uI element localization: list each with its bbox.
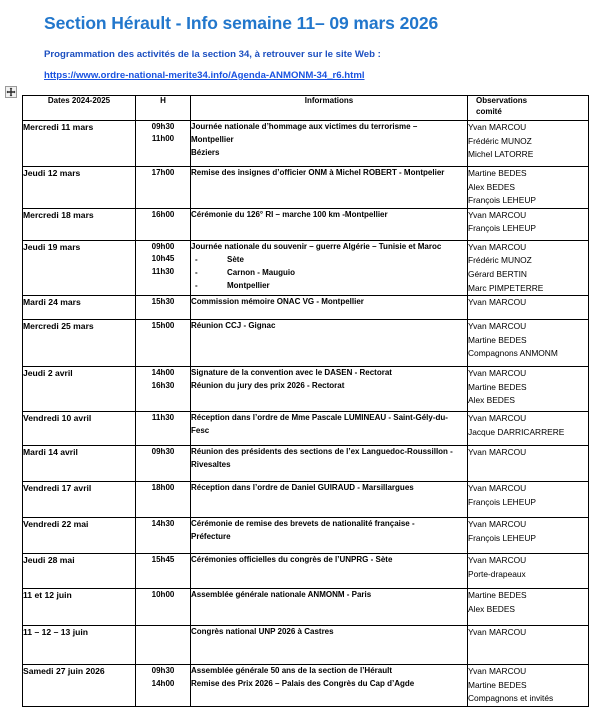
hour-line: 11h30 (151, 266, 175, 276)
cell-observations (468, 665, 589, 707)
cell-informations (191, 320, 468, 367)
cell-observations (468, 167, 589, 209)
observation-line: Compagnons et invités (468, 693, 554, 704)
cell-observations (468, 482, 589, 518)
cell-informations (191, 296, 468, 320)
observation-line: Frédéric MUNOZ (468, 135, 532, 146)
table-move-handle-icon[interactable] (5, 86, 17, 98)
hour-line: 14h00 (151, 368, 175, 378)
observation-line: Frédéric MUNOZ (468, 255, 532, 266)
table-row (23, 626, 589, 665)
cell-informations (191, 518, 468, 554)
hour-line: 09h30 (151, 666, 175, 676)
bullet-dash-icon: - (195, 254, 198, 264)
info-line: Assemblée générale 50 ans de la section de l’Hérault (191, 666, 392, 676)
cell-observations (468, 589, 589, 626)
observation-line: Yvan MARCOU (468, 666, 527, 677)
cell-date: Samedi 27 juin 2026 (23, 665, 136, 707)
info-bullet-line (191, 267, 467, 280)
observation-line: Martine BEDES (468, 168, 527, 178)
cell-date: Jeudi 12 mars (23, 167, 136, 209)
cell-hour (136, 367, 191, 412)
column-header-h: H (136, 96, 191, 121)
observation-line: Yvan MARCOU (468, 483, 527, 494)
cell-hour (136, 446, 191, 482)
cell-hour (136, 296, 191, 320)
hour-line: 11h30 (151, 413, 175, 423)
hour-line: 15h30 (151, 297, 175, 307)
cell-hour (136, 121, 191, 167)
column-header-observations-line2: comité (476, 106, 502, 116)
observation-line: Yvan MARCOU (468, 368, 527, 379)
cell-date: 11 et 12 juin (23, 589, 136, 626)
page-subtitle: Programmation des activités de la section 34, à retrouver sur le site Web : (44, 49, 381, 60)
page-title: Section Hérault - Info semaine 11– 09 mars 2026 (44, 13, 439, 33)
observation-line: Martine BEDES (468, 679, 527, 690)
cell-date: Mercredi 18 mars (23, 208, 136, 240)
bullet-dash-icon: - (195, 267, 198, 277)
cell-hour (136, 589, 191, 626)
cell-informations (191, 240, 468, 295)
observation-line: Alex BEDES (468, 181, 516, 192)
cell-informations (191, 121, 468, 167)
cell-date: Jeudi 28 mai (23, 554, 136, 589)
table-row (23, 167, 589, 209)
table-row (23, 518, 589, 554)
cell-hour (136, 208, 191, 240)
column-header-observations (468, 96, 589, 121)
cell-informations (191, 482, 468, 518)
cell-observations (468, 240, 589, 295)
info-line: Journée nationale du souvenir – guerre Algérie – Tunisie et Maroc (191, 241, 442, 251)
info-line: Réunion CCJ - Gignac (191, 321, 276, 331)
cell-hour (136, 320, 191, 367)
observation-line: François LEHEUP (468, 496, 536, 507)
hour-line: 09h30 (151, 122, 175, 131)
cell-date: Mardi 14 avril (23, 446, 136, 482)
table-header (23, 96, 589, 121)
observation-line: Alex BEDES (468, 603, 516, 614)
observation-line: Porte-drapeaux (468, 568, 526, 579)
info-line: Cérémonie du 126° RI – marche 100 km -Montpellier (191, 209, 388, 219)
hour-line: 10h45 (151, 254, 175, 264)
agenda-table-wrapper (22, 95, 588, 707)
hour-line: 10h00 (151, 590, 175, 600)
column-header-dates: Dates 2024-2025 (23, 96, 136, 121)
observation-line: Martine BEDES (468, 381, 527, 392)
table-row (23, 554, 589, 589)
hour-line: 09h30 (151, 447, 175, 457)
table-header-row (23, 96, 589, 121)
table-row (23, 121, 589, 167)
cell-hour (136, 412, 191, 446)
info-line: Congrès national UNP 2026 à Castres (191, 627, 334, 637)
cell-date: Mercredi 25 mars (23, 320, 136, 367)
column-header-observations-line1: Observations (476, 96, 528, 105)
cell-hour (136, 626, 191, 665)
cell-informations (191, 446, 468, 482)
info-line: Préfecture (191, 532, 231, 542)
observation-line: Jacque DARRICARRERE (468, 426, 565, 437)
hour-line: 15h45 (151, 555, 175, 565)
cell-date: Jeudi 2 avril (23, 367, 136, 412)
info-line: Réception dans l’ordre de Mme Pascale LUMINEAU - Saint-Gély-du- (191, 413, 448, 423)
hour-line: 18h00 (151, 483, 175, 493)
observation-line: François LEHEUP (468, 195, 536, 206)
agenda-table (22, 95, 589, 707)
cell-observations (468, 626, 589, 665)
cell-date: Mardi 24 mars (23, 296, 136, 320)
table-body (23, 121, 589, 707)
observation-line: Marc PIMPETERRE (468, 282, 544, 293)
cell-hour (136, 518, 191, 554)
cell-informations (191, 589, 468, 626)
observation-line: Michel LATORRE (468, 149, 534, 160)
cell-date: Vendredi 22 mai (23, 518, 136, 554)
observation-line: Yvan MARCOU (468, 122, 527, 132)
observation-line: Yvan MARCOU (468, 297, 527, 308)
cell-observations (468, 518, 589, 554)
table-row (23, 482, 589, 518)
info-line: Cérémonies officielles du congrès de l’UNPRG - Sète (191, 555, 393, 565)
info-line: Fesc (191, 426, 210, 436)
table-row (23, 367, 589, 412)
hour-line: 17h00 (151, 168, 175, 177)
info-line: Montpellier (191, 134, 234, 144)
hour-line: 14h00 (151, 678, 175, 688)
cell-date: Mercredi 11 mars (23, 121, 136, 167)
cell-observations (468, 554, 589, 589)
cell-informations (191, 412, 468, 446)
info-line: Cérémonie de remise des brevets de nationalité française - (191, 519, 415, 529)
hour-line: 14h30 (151, 519, 175, 529)
observation-line: Yvan MARCOU (468, 627, 527, 638)
info-line: Signature de la convention avec le DASEN - Rectorat (191, 368, 392, 378)
cell-observations (468, 367, 589, 412)
observation-line: Martine BEDES (468, 334, 527, 345)
info-line: Assemblée générale nationale ANMONM - Paris (191, 590, 372, 600)
cell-informations (191, 626, 468, 665)
bullet-dash-icon: - (195, 280, 198, 290)
hour-line: 16h30 (151, 380, 175, 390)
hour-line: 09h00 (151, 241, 175, 251)
info-bullet-line (191, 254, 467, 267)
info-line: Rivesaltes (191, 460, 231, 470)
info-line: Réunion du jury des prix 2026 - Rectorat (191, 381, 345, 391)
bullet-label: Sète (227, 254, 244, 264)
cell-observations (468, 296, 589, 320)
table-row (23, 665, 589, 707)
cell-hour (136, 482, 191, 518)
cell-date: 11 – 12 – 13 juin (23, 626, 136, 665)
observation-line: Yvan MARCOU (468, 209, 527, 220)
observation-line: François LEHEUP (468, 532, 536, 543)
cell-hour (136, 554, 191, 589)
observation-line: Gérard BERTIN (468, 269, 527, 280)
info-line: Béziers (191, 147, 220, 157)
info-bullet-line (191, 280, 467, 293)
table-row (23, 240, 589, 295)
cell-date: Jeudi 19 mars (23, 240, 136, 295)
agenda-url-link[interactable]: https://www.ordre-national-merite34.info/Agenda-ANMONM-34_r6.html (44, 70, 365, 81)
cell-observations (468, 320, 589, 367)
observation-line: Yvan MARCOU (468, 241, 527, 252)
cell-informations (191, 665, 468, 707)
observation-line: François LEHEUP (468, 223, 536, 234)
observation-line: Yvan MARCOU (468, 555, 527, 566)
observation-line: Yvan MARCOU (468, 321, 527, 332)
cell-hour (136, 665, 191, 707)
cell-informations (191, 367, 468, 412)
bullet-label: Montpellier (227, 280, 270, 290)
cell-observations (468, 446, 589, 482)
cell-hour (136, 240, 191, 295)
cell-observations (468, 412, 589, 446)
cell-informations (191, 208, 468, 240)
info-line: Commission mémoire ONAC VG - Montpellier (191, 297, 364, 307)
hour-line: 11h00 (151, 134, 175, 144)
table-row (23, 296, 589, 320)
observation-line: Compagnons ANMONM (468, 348, 558, 359)
cell-observations (468, 208, 589, 240)
cell-date: Vendredi 10 avril (23, 412, 136, 446)
table-row (23, 589, 589, 626)
observation-line: Yvan MARCOU (468, 519, 527, 530)
info-line: Remise des insignes d’officier ONM à Michel ROBERT - Montpelier (191, 168, 445, 177)
observation-line: Alex BEDES (468, 395, 516, 406)
observation-line: Martine BEDES (468, 590, 527, 601)
info-line: Remise des Prix 2026 – Palais des Congrès du Cap d’Agde (191, 679, 415, 689)
info-line: Réception dans l’ordre de Daniel GUIRAUD - Marsillargues (191, 483, 414, 493)
cell-informations (191, 554, 468, 589)
table-row (23, 412, 589, 446)
cell-date: Vendredi 17 avril (23, 482, 136, 518)
info-line: Journée nationale d’hommage aux victimes du terrorisme – (191, 122, 418, 131)
info-line: Réunion des présidents des sections de l’ex Languedoc-Roussillon - (191, 447, 453, 457)
cell-informations (191, 167, 468, 209)
observation-line: Yvan MARCOU (468, 413, 527, 424)
hour-line: 15h00 (151, 321, 175, 331)
cell-hour (136, 167, 191, 209)
hour-line: 16h00 (151, 209, 175, 219)
cell-observations (468, 121, 589, 167)
table-row (23, 320, 589, 367)
bullet-label: Carnon - Mauguio (227, 267, 295, 277)
column-header-informations: Informations (191, 96, 468, 121)
observation-line: Yvan MARCOU (468, 447, 527, 458)
table-row (23, 446, 589, 482)
table-row (23, 208, 589, 240)
